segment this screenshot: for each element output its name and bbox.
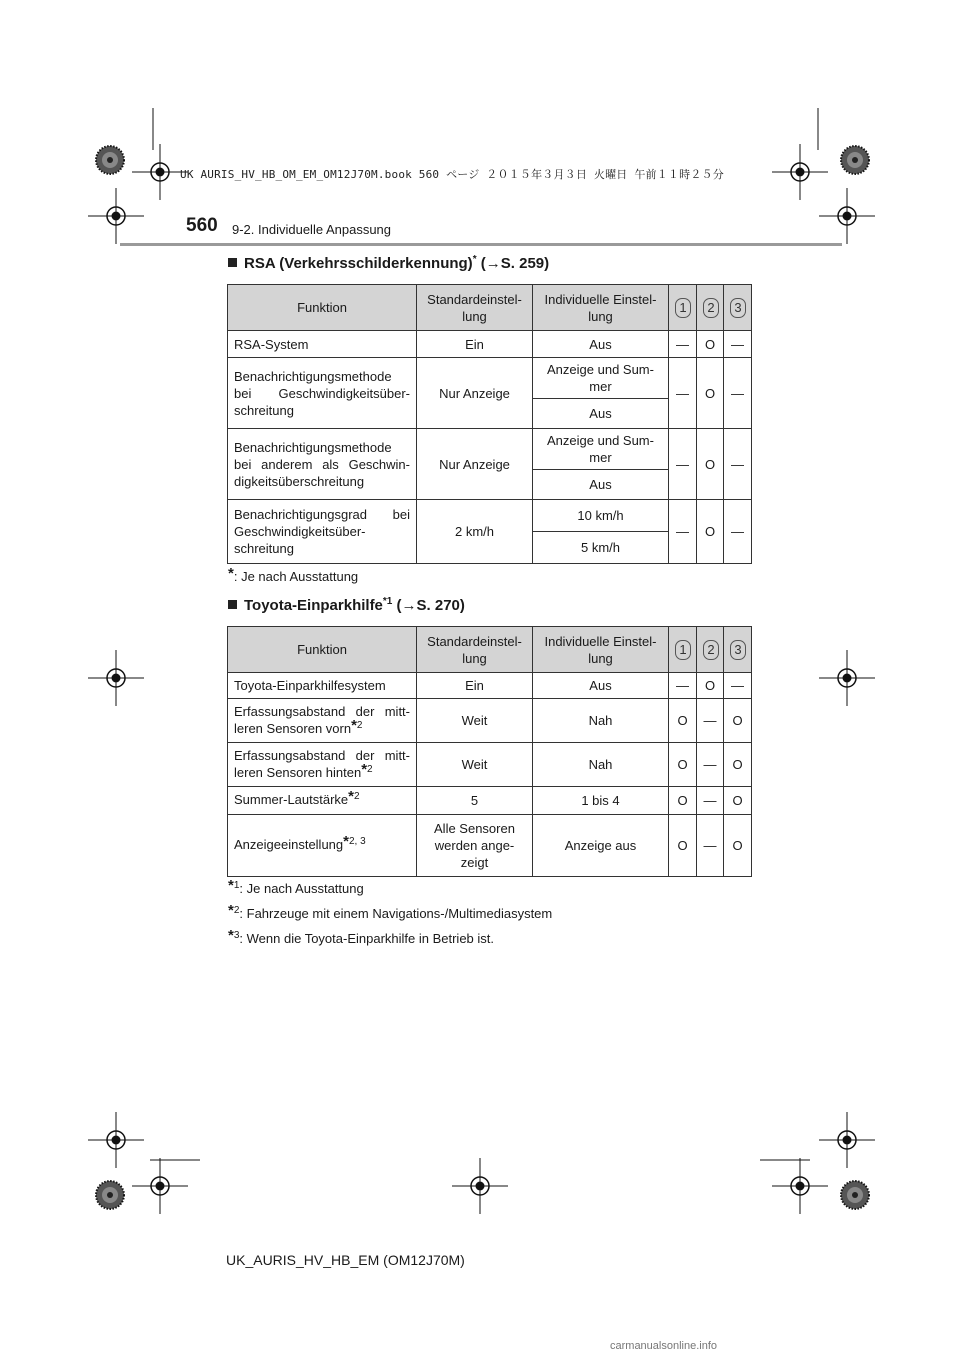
individual-cell: 5 km/h xyxy=(533,532,669,564)
footnote-star: * xyxy=(228,565,234,582)
parking-assist-heading xyxy=(228,596,465,614)
mark-cell-1: — xyxy=(669,500,697,564)
rsa-heading-ref: (→S. 259) xyxy=(476,255,550,272)
individual-cell: Aus xyxy=(533,470,669,500)
registration-cross-icon xyxy=(452,1158,508,1214)
standard-cell: 5 xyxy=(417,787,533,815)
standard-cell: Alle Sensoren werden ange-zeigt xyxy=(417,815,533,877)
parking-footnote-3 xyxy=(228,927,495,947)
mark-cell-3: — xyxy=(724,673,752,699)
standard-cell: Ein xyxy=(417,331,533,358)
mark-cell-3: O xyxy=(724,743,752,787)
mark-cell-2: O xyxy=(697,331,724,358)
registration-burst-icon xyxy=(841,146,869,174)
table-row xyxy=(228,699,752,743)
funktion-cell xyxy=(228,673,417,699)
column-number-3: 3 xyxy=(730,640,746,660)
mark-cell-1: — xyxy=(669,429,697,500)
mark-cell-1: O xyxy=(669,815,697,877)
funktion-text: Summer-Lautstärke xyxy=(234,792,349,807)
funktion-text: Anzeigeeinstellung xyxy=(234,837,344,852)
column-header-funktion: Funktion xyxy=(228,285,417,331)
footnote-number: 2 xyxy=(233,905,240,916)
column-header-2 xyxy=(697,627,724,673)
registration-burst-icon xyxy=(96,1181,124,1209)
footnote-star: * xyxy=(228,902,234,919)
column-number-2: 2 xyxy=(703,640,719,660)
column-header-funktion: Funktion xyxy=(228,627,417,673)
column-header-standard: Standardeinstel- lung xyxy=(417,285,533,331)
funktion-cell: Benachrichtigungsmethode bei Geschwindigkeitsüber-schreitung xyxy=(228,358,417,429)
table-row xyxy=(228,429,752,470)
mark-cell-1: O xyxy=(669,699,697,743)
footnote-ref: 2 xyxy=(356,719,363,731)
column-number-1: 1 xyxy=(675,298,691,318)
mark-cell-2: — xyxy=(697,743,724,787)
mark-cell-2: O xyxy=(697,500,724,564)
square-bullet-icon xyxy=(228,600,237,609)
mark-cell-1: — xyxy=(669,673,697,699)
mark-cell-1: — xyxy=(669,331,697,358)
individual-cell: Aus xyxy=(533,673,669,699)
parking-assist-heading-title: Toyota-Einparkhilfe xyxy=(244,597,383,614)
rsa-heading-mark: * xyxy=(472,254,477,265)
individual-cell: 10 km/h xyxy=(533,500,669,532)
parking-footnote-1 xyxy=(228,877,364,897)
table-row xyxy=(228,673,752,699)
individual-cell: Anzeige aus xyxy=(533,815,669,877)
column-number-1: 1 xyxy=(675,640,691,660)
individual-cell: 1 bis 4 xyxy=(533,787,669,815)
standard-cell: Ein xyxy=(417,673,533,699)
standard-cell: Weit xyxy=(417,743,533,787)
mark-cell-3: — xyxy=(724,331,752,358)
mark-cell-2: — xyxy=(697,815,724,877)
individual-cell: Nah xyxy=(533,699,669,743)
mark-cell-1: O xyxy=(669,787,697,815)
standard-cell: Nur Anzeige xyxy=(417,358,533,429)
funktion-text: Erfassungsabstand der mitt-leren Sensoren vorn xyxy=(234,703,410,736)
parking-assist-heading-ref: (→S. 270) xyxy=(392,597,465,614)
column-header-individual: Individuelle Einstel- lung xyxy=(533,285,669,331)
mark-cell-3: — xyxy=(724,500,752,564)
individual-cell: Aus xyxy=(533,399,669,429)
footnote-number: 1 xyxy=(233,880,240,891)
footnote-star: * xyxy=(348,788,354,805)
funktion-cell xyxy=(228,743,417,787)
registration-cross-icon xyxy=(772,1158,828,1214)
rsa-settings-table xyxy=(227,284,752,564)
mark-cell-3: O xyxy=(724,815,752,877)
parking-footnote-2 xyxy=(228,902,553,922)
individual-cell: Anzeige und Sum-mer xyxy=(533,429,669,470)
registration-cross-icon xyxy=(88,650,144,706)
page-number: 560 xyxy=(186,215,218,236)
footnote-star: * xyxy=(228,927,234,944)
footnote-text: : Wenn die Toyota-Einparkhilfe in Betrieb ist. xyxy=(239,931,495,946)
square-bullet-icon xyxy=(228,258,237,267)
table-row xyxy=(228,787,752,815)
standard-cell: Weit xyxy=(417,699,533,743)
footnote-ref: 2, 3 xyxy=(348,836,366,847)
footnote-number: 3 xyxy=(233,930,240,941)
column-number-3: 3 xyxy=(730,298,746,318)
registration-cross-icon xyxy=(819,188,875,244)
registration-cross-icon xyxy=(132,1158,188,1214)
column-number-2: 2 xyxy=(703,298,719,318)
column-header-1 xyxy=(669,285,697,331)
registration-cross-icon xyxy=(88,1112,144,1168)
funktion-text: Erfassungsabstand der mitt-leren Sensoren hinten xyxy=(234,747,410,780)
parking-assist-settings-table xyxy=(227,626,752,877)
registration-cross-icon xyxy=(819,650,875,706)
column-header-3 xyxy=(724,285,752,331)
funktion-cell: Benachrichtigungsmethode bei anderem als Geschwin-digkeitsüberschreitung xyxy=(228,429,417,500)
individual-cell: Anzeige und Sum-mer xyxy=(533,358,669,399)
column-header-1 xyxy=(669,627,697,673)
column-header-2 xyxy=(697,285,724,331)
table-header-row xyxy=(228,627,752,673)
funktion-cell: RSA-System xyxy=(228,331,417,358)
footnote-ref: 2 xyxy=(367,763,373,775)
document-footer: UK_AURIS_HV_HB_EM (OM12J70M) xyxy=(226,1252,465,1268)
column-header-3 xyxy=(724,627,752,673)
rsa-footnote xyxy=(228,565,359,585)
rsa-heading-title: RSA (Verkehrsschilderkennung) xyxy=(244,255,473,272)
mark-cell-2: — xyxy=(697,787,724,815)
table-row xyxy=(228,815,752,877)
section-title: 9-2. Individuelle Anpassung xyxy=(232,222,392,237)
footnote-ref: 2 xyxy=(354,791,360,802)
rsa-heading xyxy=(228,254,549,272)
individual-cell: Aus xyxy=(533,331,669,358)
mark-cell-3: — xyxy=(724,429,752,500)
table-header-row xyxy=(228,285,752,331)
standard-cell: Nur Anzeige xyxy=(417,429,533,500)
registration-cross-icon xyxy=(772,144,828,200)
footnote-star: * xyxy=(343,833,349,850)
mark-cell-1: O xyxy=(669,743,697,787)
individual-cell: Nah xyxy=(533,743,669,787)
mark-cell-3: O xyxy=(724,787,752,815)
mark-cell-2: — xyxy=(697,699,724,743)
funktion-cell xyxy=(228,699,417,743)
table-row xyxy=(228,331,752,358)
funktion-cell: Benachrichtigungsgrad bei Geschwindigkeitsüber-schreitung xyxy=(228,500,417,564)
funktion-text: Toyota-Einparkhilfesystem xyxy=(234,678,386,693)
mark-cell-2: O xyxy=(697,429,724,500)
mark-cell-3: O xyxy=(724,699,752,743)
parking-assist-heading-mark: *1 xyxy=(382,596,393,607)
footnote-text: : Fahrzeuge mit einem Navigations-/Multimediasystem xyxy=(239,906,553,921)
registration-burst-icon xyxy=(841,1181,869,1209)
funktion-cell xyxy=(228,815,417,877)
footnote-text: : Je nach Ausstattung xyxy=(233,569,359,584)
footnote-star: * xyxy=(228,877,234,894)
table-row xyxy=(228,743,752,787)
book-file-header: UK AURIS_HV_HB_OM_EM_OM12J70M.book 560 ページ ２０１５年３月３日 火曜日 午前１１時２５分 xyxy=(180,168,724,181)
footnote-star: * xyxy=(351,716,357,734)
standard-cell: 2 km/h xyxy=(417,500,533,564)
mark-cell-1: — xyxy=(669,358,697,429)
watermark: carmanualsonline.info xyxy=(610,1340,718,1352)
column-header-standard: Standardeinstel- lung xyxy=(417,627,533,673)
registration-cross-icon xyxy=(88,188,144,244)
table-row xyxy=(228,500,752,532)
footnote-star: * xyxy=(361,760,368,778)
column-header-individual: Individuelle Einstel- lung xyxy=(533,627,669,673)
table-row xyxy=(228,358,752,399)
mark-cell-2: O xyxy=(697,673,724,699)
registration-burst-icon xyxy=(96,146,124,174)
mark-cell-2: O xyxy=(697,358,724,429)
mark-cell-3: — xyxy=(724,358,752,429)
header-rule xyxy=(120,243,842,246)
funktion-cell xyxy=(228,787,417,815)
registration-cross-icon xyxy=(819,1112,875,1168)
footnote-text: : Je nach Ausstattung xyxy=(239,881,364,896)
